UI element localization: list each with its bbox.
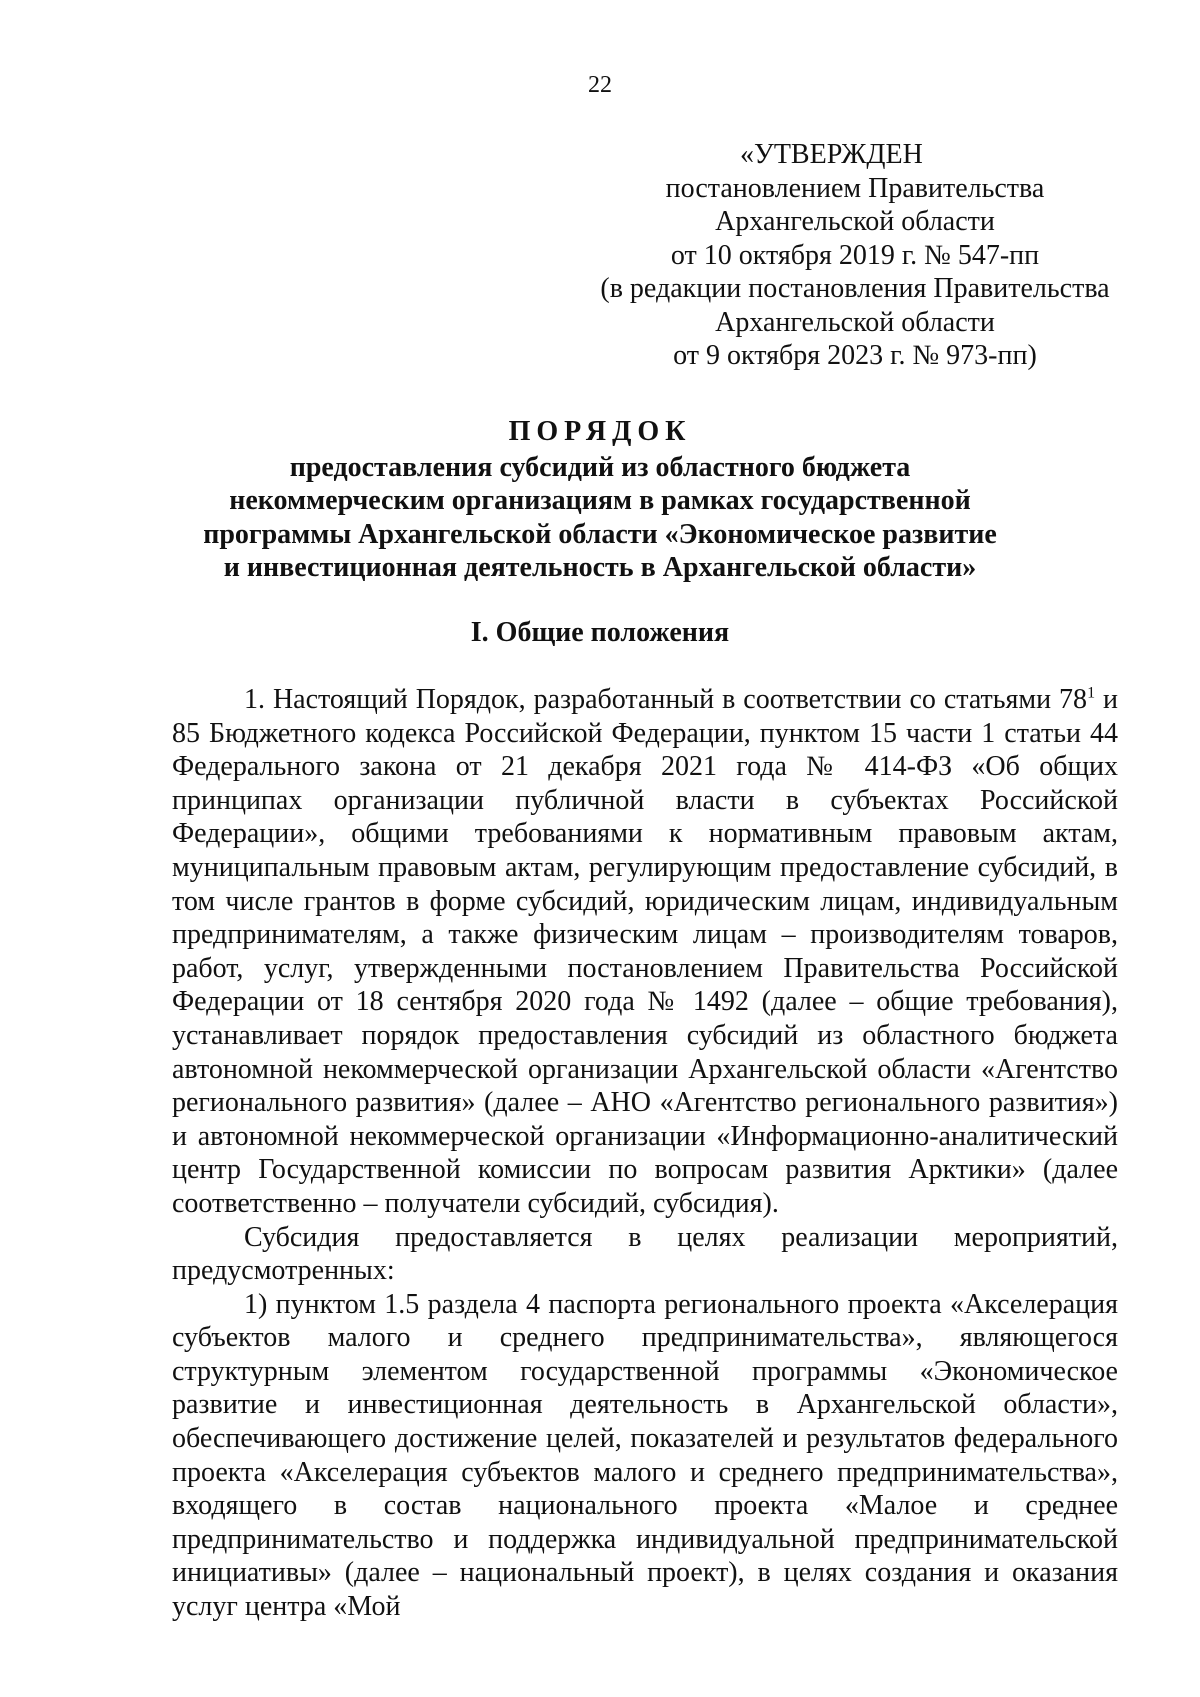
- document-title: [100, 415, 1100, 585]
- approval-stamp: [590, 138, 1120, 373]
- approval-line: от 10 октября 2019 г. № 547-пп: [670, 239, 1040, 271]
- approval-line: (в редакции постановления Правительства: [600, 273, 1110, 304]
- approval-line: Архангельской области: [715, 306, 995, 338]
- paragraph: Субсидия предоставляется в целях реализации мероприятий, предусмотренных:: [172, 1221, 1118, 1287]
- document-body: [172, 683, 1118, 1624]
- paragraph: 1) пунктом 1.5 раздела 4 паспорта регионального проекта «Акселерация субъектов малого и среднего предпринимательства», являющегося структурным элементом государственной программы «Экономическое развитие и инвестиционная деятельность в Архангельской области», обеспечивающего достижение целей, показателей и результатов федерального проекта «Акселерация субъектов малого и среднего предпринимательства», входящего в состав национального проекта «Малое и среднее предпринимательство и поддержка индивидуальной предпринимательской инициативы» (далее – национальный проект), в целях создания и оказания услуг центра «Мой: [172, 1288, 1118, 1623]
- approval-line: постановлением Правительства: [665, 172, 1045, 204]
- title-line: некоммерческим организациям в рамках государственной: [229, 485, 971, 516]
- title-line: и инвестиционная деятельность в Архангельской области»: [223, 552, 977, 583]
- approval-line: Архангельской области: [715, 206, 995, 237]
- approval-line: «УТВЕРЖДЕН: [740, 139, 923, 170]
- page-number: 22: [588, 72, 612, 98]
- title-heading: ПОРЯДОК: [508, 416, 692, 447]
- superscript: 1: [1087, 684, 1096, 702]
- section-heading: I. Общие положения: [470, 617, 730, 648]
- title-line: программы Архангельской области «Экономическое развитие: [203, 518, 997, 550]
- title-line: предоставления субсидий из областного бюджета: [289, 451, 911, 483]
- paragraph-text: и 85 Бюджетного кодекса Российской Федерации, пунктом 15 части 1 статьи 44 Федерального закона от 21 декабря 2021 года № 414-ФЗ «Об общих принципах организации публичной власти в субъектах Российской Федерации», общими требованиями к нормативным правовым актам, муниципальным правовым актам, регулирующим предоставление субсидий, в том числе грантов в форме субсидий, юридическим лицам, индивидуальным предпринимателям, а также физическим лицам – производителям товаров, работ, услуг, утвержденными постановлением Правительства Российской Федерации от 18 сентября 2020 года № 1492 (далее – общие требования), устанавливает порядок предоставления субсидий из областного бюджета автономной некоммерческой организации Архангельской области «Агентство регионального развития» (далее – АНО «Агентство регионального развития») и автономной некоммерческой организации «Информационно-аналитический центр Государственной комиссии по вопросам развития Арктики» (далее соответственно – получатели субсидий, субсидия).: [172, 684, 1118, 1219]
- paragraph: [172, 683, 1118, 1221]
- paragraph-text: 1. Настоящий Порядок, разработанный в соответствии со статьями 78: [244, 684, 1088, 715]
- approval-line: от 9 октября 2023 г. № 973-пп): [673, 340, 1037, 371]
